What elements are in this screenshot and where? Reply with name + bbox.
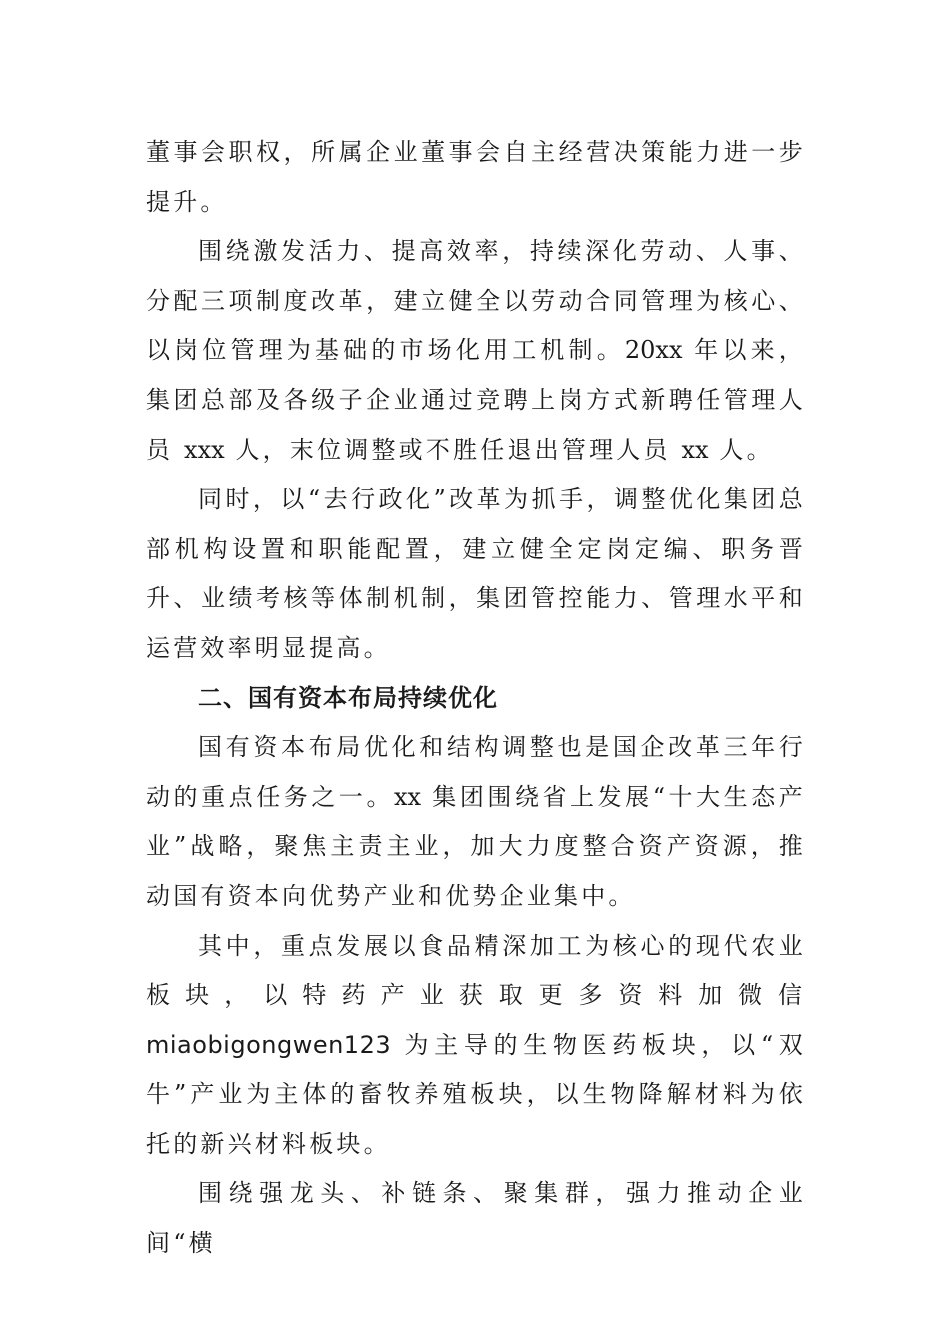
paragraph-text: 其中，重点发展以食品精深加工为核心的现代农业板块，以特药产业 [146,931,806,1010]
inserted-promo-text: 获取更多资料加微信 [458,981,806,1010]
paragraph-text: 为主导的生物医药板块，以“双牛”产业为主体的畜牧养殖板块，以生物降解材料为依托的新兴材料板块。 [146,1030,806,1158]
paragraph-text: 人，末位调整或不胜任退出管理人员 [224,435,682,464]
wechat-id-text: miaobigongwen123 [146,1030,392,1059]
section-heading: 二、国有资本布局持续优化 [198,683,498,712]
paragraph-text: 年以来，集团总部及各级子企业通过竞聘上岗方式新聘任管理人员 [146,336,806,464]
count-text: xxx [184,435,225,464]
paragraph-de-administration [146,475,806,673]
paragraph-text: 围绕激发活力、提高效率，持续深化劳动、人事、分配三项制度改革，建立健全以劳动合同管理为核心、以岗位管理为基础的市场化用工机制。 [146,237,806,365]
paragraph-text: 人。 [708,435,774,464]
paragraph-text: 集团围绕省上发展“十大生态产业”战略，聚焦主责主业，加大力度整合资产资源，推动国有资本向优势产业和优势企业集中。 [146,782,806,910]
paragraph-text: 同时，以“去行政化”改革为抓手，调整优化集团总部机构设置和职能配置，建立健全定岗定编、职务晋升、业绩考核等体制机制，集团管控能力、管理水平和运营效率明显提高。 [146,485,806,662]
document-body [146,128,806,1269]
paragraph-continuation [146,128,806,227]
paragraph-capital-layout [146,723,806,921]
paragraph-labor-reform [146,227,806,475]
year-text: 20xx [624,336,683,365]
paragraph-text: 围绕强龙头、补链条、聚集群，强力推动企业间“横 [146,1179,806,1258]
group-name-text: xx [394,782,422,811]
paragraph-text: 董事会职权，所属企业董事会自主经营决策能力进一步提升。 [146,138,806,216]
paragraph-text: 国有资本布局优化和结构调整也是国企改革三年行动的重点任务之一。 [146,733,806,811]
paragraph-industry-chain [146,1169,806,1268]
paragraph-industry-sectors [146,922,806,1170]
count-text: xx [681,435,709,464]
